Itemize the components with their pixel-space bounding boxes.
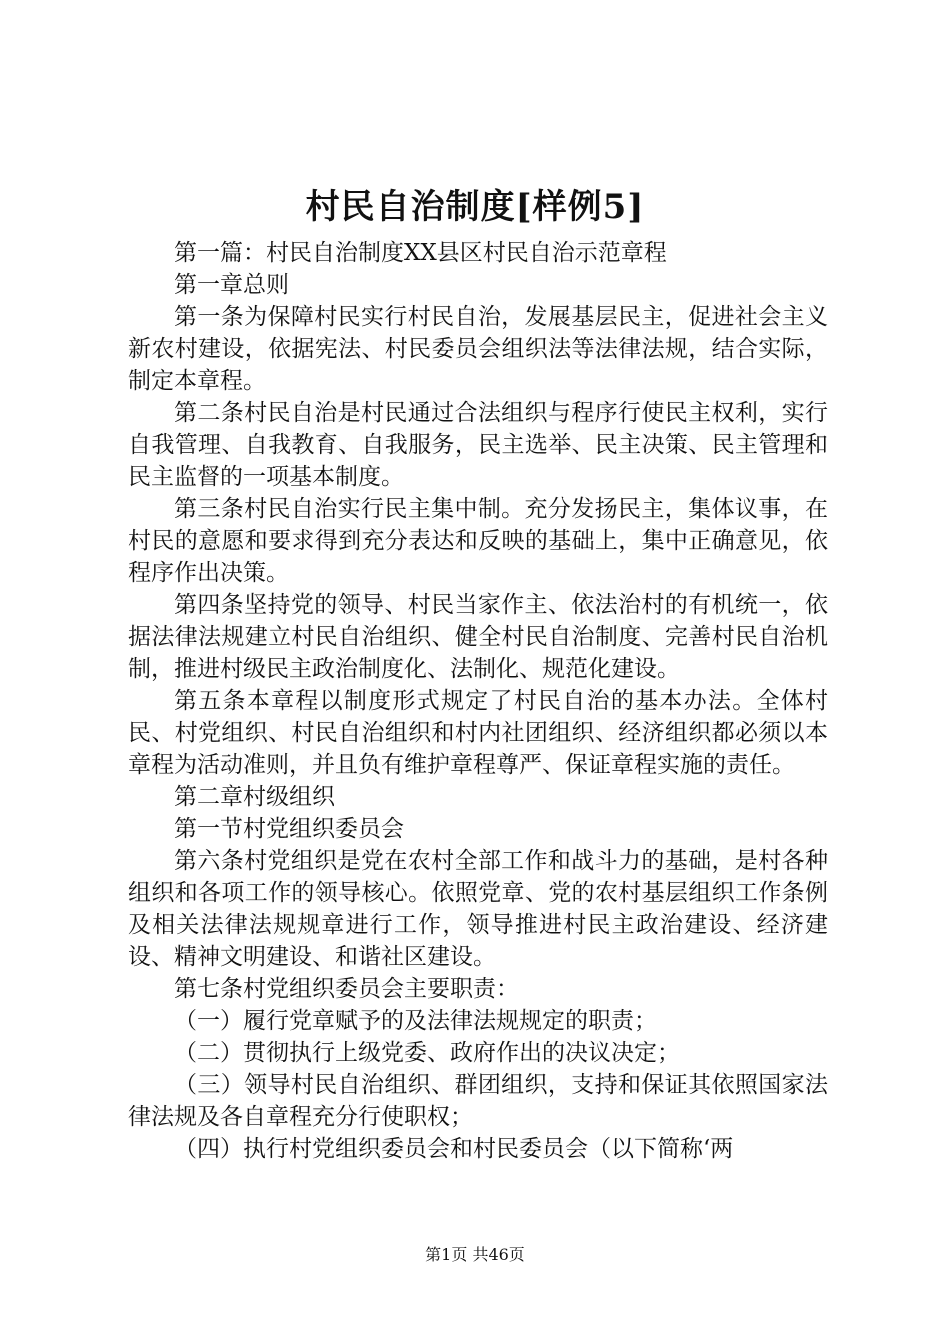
paragraph: 第二条村民自治是村民通过合法组织与程序行使民主权利，实行自我管理、自我教育、自我服务，民主选举、民主决策、民主管理和民主监督的一项基本制度。	[128, 400, 828, 490]
paragraph: 第一节村党组织委员会	[174, 816, 404, 842]
paragraph: 第一条为保障村民实行村民自治，发展基层民主，促进社会主义新农村建设，依据宪法、村民委员会组织法等法律法规，结合实际，制定本章程。	[128, 304, 828, 394]
paragraph: （四）执行村党组织委员会和村民委员会（以下简称‘两	[174, 1136, 734, 1162]
paragraph: 第一篇：村民自治制度XX县区村民自治示范章程	[174, 240, 667, 266]
paragraph: 第三条村民自治实行民主集中制。充分发扬民主，集体议事，在村民的意愿和要求得到充分表达和反映的基础上，集中正确意见，依程序作出决策。	[128, 496, 828, 586]
paragraph: 第四条坚持党的领导、村民当家作主、依法治村的有机统一，依据法律法规建立村民自治组织、健全村民自治制度、完善村民自治机制，推进村级民主政治制度化、法制化、规范化建设。	[128, 592, 828, 682]
document-title: 村民自治制度[样例5]	[305, 187, 645, 227]
paragraph: （一）履行党章赋予的及法律法规规定的职责；	[174, 1008, 657, 1034]
paragraph: 第五条本章程以制度形式规定了村民自治的基本办法。全体村民、村党组织、村民自治组织和村内社团组织、经济组织都必须以本章程为活动准则，并且负有维护章程尊严、保证章程实施的责任。	[128, 688, 828, 778]
paragraph: 第二章村级组织	[174, 784, 335, 810]
paragraph: （三）领导村民自治组织、群团组织，支持和保证其依照国家法律法规及各自章程充分行使职权；	[128, 1072, 828, 1130]
document-body	[128, 237, 828, 1165]
paragraph: 第六条村党组织是党在农村全部工作和战斗力的基础，是村各种组织和各项工作的领导核心。依照党章、党的农村基层组织工作条例及相关法律法规规章进行工作，领导推进村民主政治建设、经济建设、精神文明建设、和谐社区建设。	[128, 848, 828, 970]
paragraph: 第七条村党组织委员会主要职责：	[174, 976, 519, 1002]
paragraph: （二）贯彻执行上级党委、政府作出的决议决定；	[174, 1040, 680, 1066]
paragraph: 第一章总则	[174, 272, 289, 298]
page-footer: 第1页 共46页	[425, 1245, 525, 1264]
